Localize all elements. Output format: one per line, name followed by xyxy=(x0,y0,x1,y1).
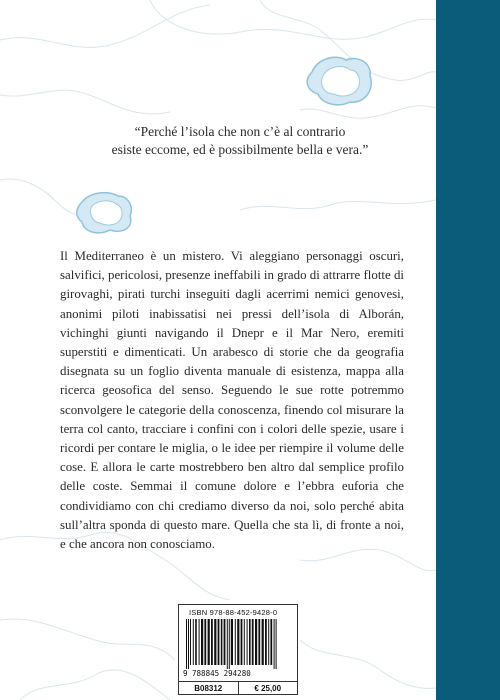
barcode-bar xyxy=(276,619,277,669)
barcode-bar xyxy=(204,619,206,665)
barcode-bar xyxy=(224,619,226,665)
epigraph-quote xyxy=(100,123,380,159)
quote-line-1: “Perché l’isola che non c’è al contrario xyxy=(134,124,346,139)
barcode-bar xyxy=(211,619,213,665)
barcode-bar xyxy=(186,619,187,669)
quote-line-2: esiste eccome, ed è possibilmente bella e vera.” xyxy=(111,142,369,157)
barcode-bar xyxy=(268,619,269,665)
barcode-bar xyxy=(258,619,260,665)
barcode-bar xyxy=(241,619,243,665)
barcode-bar xyxy=(255,619,257,665)
barcode-bar xyxy=(237,619,239,665)
spine-stripe xyxy=(436,0,500,700)
product-code: B08312 xyxy=(194,684,223,693)
barcode-bar xyxy=(227,619,228,669)
barcode-label xyxy=(178,604,298,695)
barcode-bar xyxy=(235,619,236,665)
code-price-row xyxy=(179,681,297,695)
barcode-bar xyxy=(214,619,216,665)
barcode-bar xyxy=(229,619,230,669)
price-label: € 25,00 xyxy=(238,682,298,695)
barcode-bar xyxy=(244,619,245,665)
barcode-bar xyxy=(252,619,254,665)
barcode-bar xyxy=(221,619,223,665)
barcode-bar xyxy=(193,619,194,665)
barcode-bar xyxy=(262,619,264,665)
barcode-bar xyxy=(274,619,275,669)
barcode-bar xyxy=(195,619,197,665)
barcode-bar xyxy=(201,619,203,665)
barcode-bar xyxy=(231,619,233,665)
ean-digits: 9 788845 294280 xyxy=(183,669,251,678)
barcode-bar xyxy=(188,619,189,669)
barcode-bar xyxy=(190,619,191,665)
barcode-bar xyxy=(208,619,210,665)
barcode-bar xyxy=(199,619,200,665)
blurb-text: Il Mediterraneo è un mistero. Vi aleggiano personaggi oscuri, salvifici, pericolosi, presenze ineffabili in grado di attrarre flotte di girovaghi, pirati turchi inseguiti dagli acerrimi nemici genovesi, anonimi piloti inabissatisi nei pressi dell’isola di Alborán, vichinghi giunti navigando il Dnepr e il Mar Nero, eremiti superstiti e dimenticati. Un arabesco di storie che da geografia disegnata su un foglio diventa manuale di esistenza, mappa alla ricerca geosofica del senso. Seguendo le sue rotte potremmo sconvolgere le categorie della conoscenza, finendo col misurare la terra col canto, tracciare i confini con i colori delle spezie, usare i ricordi per contare le miglia, o le idee per riempire il volume delle cose. E allora le carte mostrebbero ben altro dal semplice profilo delle coste. Semmai il comune dolore e l’ebbra euforia che condividiamo con chi crediamo diverso da noi, solo perché abita sull’altra sponda di questo mare. Quella che sta lì, di fronte a noi, e che ancora non conosciamo. xyxy=(60,249,404,552)
island-top-right xyxy=(307,57,371,105)
barcode-bar xyxy=(270,619,272,665)
barcode-bar xyxy=(249,619,251,665)
barcode-bar xyxy=(247,619,248,665)
island-left xyxy=(77,193,132,233)
isbn-text: ISBN 978-88-452-9428-0 xyxy=(189,608,278,617)
barcode-bar xyxy=(265,619,267,665)
barcode-bars xyxy=(184,619,292,669)
barcode-bar xyxy=(218,619,220,665)
